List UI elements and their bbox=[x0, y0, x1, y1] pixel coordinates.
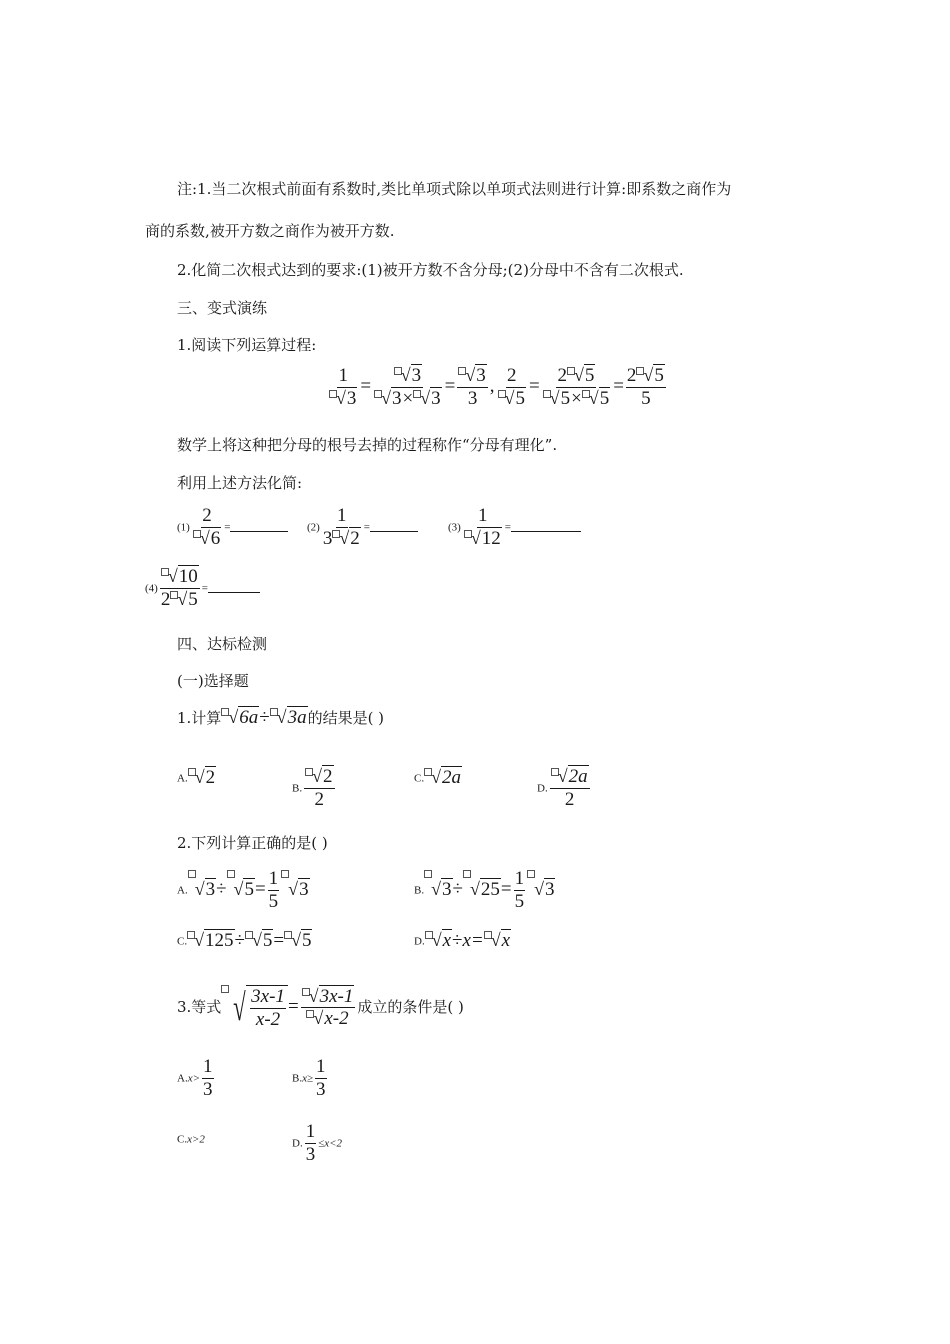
section-3-heading: 三、变式演练 bbox=[177, 299, 268, 317]
section-4-heading: 四、达标检测 bbox=[177, 635, 268, 653]
choice-subheading: (一)选择题 bbox=[177, 672, 249, 690]
fraction: $\frac{√3}{√3\times √3}$ bbox=[373, 365, 443, 410]
fraction: $\frac{2 √5}{5}$ bbox=[626, 365, 664, 409]
rationalization-desc: 数学上将这种把分母的根号去掉的过程称作“分母有理化”. bbox=[177, 436, 558, 454]
question-3: 3.等式 √ $\frac{3x-1}{x-2}$ = $\frac{√3x-1}{√x-2}$ 成立的条件是( ) bbox=[177, 985, 464, 1030]
answer-blank[interactable] bbox=[511, 531, 581, 532]
q3-option-d[interactable]: D. $\frac{1}{3}$ ≤x<2 bbox=[292, 1121, 343, 1165]
exercise-2: (2) $\frac{1}{3 √2}$ = bbox=[307, 505, 418, 550]
question-2: 2.下列计算正确的是( ) bbox=[177, 834, 328, 852]
question-1: 1.计算 √6a÷ √3a的结果是( ) bbox=[177, 707, 385, 728]
exercise-4: (4) $\frac{√10}{2 √5}$ = bbox=[145, 566, 260, 611]
note-line-2: 商的系数,被开方数之商作为被开方数. bbox=[145, 222, 395, 240]
q2-option-c[interactable]: C. √125÷ √5= √5 bbox=[177, 930, 312, 951]
q2-option-d[interactable]: D. √x÷x= √x bbox=[414, 930, 511, 951]
q1-intro: 1.阅读下列运算过程: bbox=[177, 336, 317, 354]
fraction: $\frac{2}{√5}$ bbox=[497, 365, 527, 410]
answer-blank[interactable] bbox=[370, 531, 418, 532]
exercise-1: (1) $\frac{2}{√6}$ = bbox=[177, 505, 288, 550]
q3-option-a[interactable]: A.x> $\frac{1}{3}$ bbox=[177, 1056, 213, 1100]
fraction: $\frac{√3}{3}$ bbox=[457, 365, 487, 410]
q1-option-b[interactable]: B. $\frac{√2}{2}$ bbox=[292, 766, 333, 810]
answer-blank[interactable] bbox=[208, 592, 260, 593]
q3-option-b[interactable]: B.x≥ $\frac{1}{3}$ bbox=[292, 1056, 326, 1100]
note-line-3: 2.化简二次根式达到的要求:(1)被开方数不含分母;(2)分母中不含有二次根式. bbox=[177, 261, 684, 279]
fraction: $\frac{1}{√3}$ bbox=[328, 365, 358, 410]
q1-option-c[interactable]: C. √2a bbox=[414, 767, 461, 788]
rationalization-example: $\frac{1}{√3}$ = $\frac{√3}{√3\times √3}$ = $\frac{√3}{3}$ , $\frac{2}{√5}$ = $\frac{2 √5}{√5\times √5}$ = $\frac{2 √5}{5}$ bbox=[326, 365, 668, 410]
q1-option-d[interactable]: D. $\frac{√2a}{2}$ bbox=[537, 766, 588, 810]
exercise-3: (3) $\frac{1}{√12}$ = bbox=[448, 505, 581, 550]
q3-option-c[interactable]: C.x>2 bbox=[177, 1133, 205, 1146]
answer-blank[interactable] bbox=[230, 531, 288, 532]
note-line-1: 注:1.当二次根式前面有系数时,类比单项式除以单项式法则进行计算:即系数之商作为 bbox=[177, 180, 732, 198]
q2-option-b[interactable]: B. √3÷ √25= $\frac{1}{5}$ √3 bbox=[414, 868, 555, 912]
fraction: $\frac{2 √5}{√5\times √5}$ bbox=[542, 365, 612, 410]
q1-option-a[interactable]: A. √2 bbox=[177, 767, 216, 788]
method-text: 利用上述方法化简: bbox=[177, 474, 303, 492]
q2-option-a[interactable]: A. √3÷ √5= $\frac{1}{5}$ √3 bbox=[177, 868, 309, 912]
